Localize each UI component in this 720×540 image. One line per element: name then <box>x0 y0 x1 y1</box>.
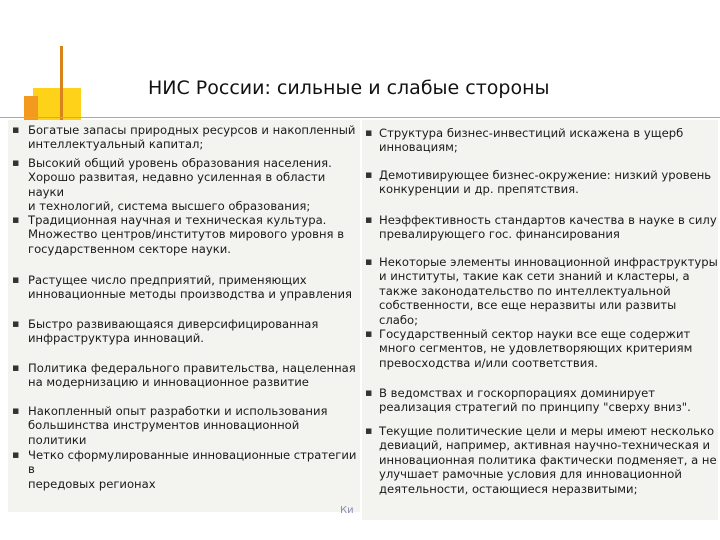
strength-text: Богатые запасы природных ресурсов и накопленный интеллектуальный капитал; <box>28 123 356 152</box>
strength-text: Высокий общий уровень образования населения. Хорошо развитая, недавно усиленная в области науки и технологий, система высшего образования; <box>28 156 332 214</box>
bullet-icon: ▪ <box>365 168 373 181</box>
weakness-text: Текущие политические цели и меры имеют несколько девиаций, например, активная научно-техническая и инновационная политика фактически подменяет, а не улучшает рамочные условия для инновационной деятельности, остающиеся неразвитыми; <box>379 424 717 496</box>
bullet-icon: ▪ <box>12 156 20 169</box>
decor-horizontal-line <box>0 117 720 118</box>
bullet-icon: ▪ <box>12 123 20 136</box>
weakness-item <box>362 168 718 197</box>
weaknesses-column <box>362 120 718 520</box>
strength-item <box>8 448 358 491</box>
footer-fragment: Ки <box>340 505 354 516</box>
strength-item <box>8 273 358 302</box>
bullet-icon: ▪ <box>365 327 373 340</box>
weakness-item <box>362 213 718 242</box>
strength-text: Четко сформулированные инновационные стратегии в передовых регионах <box>28 448 357 491</box>
bullet-icon: ▪ <box>12 213 20 226</box>
strength-item <box>8 156 358 214</box>
strength-item <box>8 404 358 447</box>
weakness-text: Структура бизнес-инвестиций искажена в ущерб инновациям; <box>379 126 684 155</box>
strength-text: Политика федерального правительства, нацеленная на модернизацию и инновационное развитие <box>28 361 356 390</box>
weakness-text: Государственный сектор науки все еще содержит много сегментов, не удовлетворяющих критериям превосходства и/или соответствия. <box>379 327 693 370</box>
weakness-item <box>362 386 718 415</box>
bullet-icon: ▪ <box>12 361 20 374</box>
bullet-icon: ▪ <box>12 448 20 461</box>
weakness-item <box>362 126 718 155</box>
bullet-icon: ▪ <box>365 126 373 139</box>
weakness-text: Демотивирующее бизнес-окружение: низкий уровень конкуренции и др. препятствия. <box>379 168 712 197</box>
weakness-text: Неэффективность стандартов качества в науке в силу превалирующего гос. финансирования <box>379 213 717 242</box>
strength-item <box>8 317 358 346</box>
weakness-item <box>362 424 718 496</box>
strength-text: Накопленный опыт разработки и использования большинства инструментов инновационной политики <box>28 404 328 447</box>
bullet-icon: ▪ <box>365 213 373 226</box>
weakness-text: В ведомствах и госкорпорациях доминирует реализация стратегий по принципу "сверху вниз". <box>379 386 691 415</box>
strength-item <box>8 123 358 152</box>
strengths-column <box>8 120 360 512</box>
bullet-icon: ▪ <box>365 424 373 437</box>
bullet-icon: ▪ <box>12 273 20 286</box>
strength-text: Растущее число предприятий, применяющих инновационные методы производства и управления <box>28 273 352 302</box>
slide-title: НИС России: сильные и слабые стороны <box>148 77 550 99</box>
bullet-icon: ▪ <box>12 404 20 417</box>
bullet-icon: ▪ <box>12 317 20 330</box>
strength-item <box>8 213 358 256</box>
strength-text: Быстро развивающаяся диверсифицированная инфраструктура инноваций. <box>28 317 319 346</box>
weakness-item <box>362 327 718 370</box>
bullet-icon: ▪ <box>365 386 373 399</box>
bullet-icon: ▪ <box>365 255 373 268</box>
weakness-item <box>362 255 718 327</box>
strength-item <box>8 361 358 390</box>
strength-text: Традиционная научная и техническая культура. Множество центров/институтов мирового уровня в государственном секторе науки. <box>28 213 345 256</box>
weakness-text: Некоторые элементы инновационной инфраструктуры и институты, такие как сети знаний и кластеры, а также законодательство по интеллектуальной собственности, все еще неразвиты или развиты слабо; <box>379 255 718 327</box>
